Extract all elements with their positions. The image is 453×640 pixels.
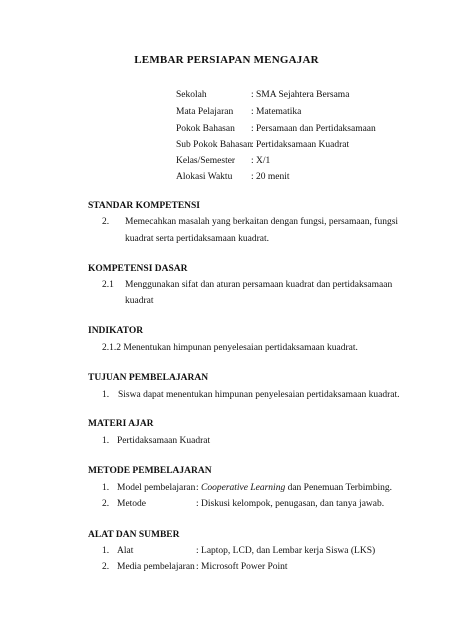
metode-1-colon: : <box>196 483 199 493</box>
metode-1-value <box>196 482 392 494</box>
info-value-school: : SMA Sejahtera Bersama <box>251 90 350 100</box>
alat-1-number: 1. <box>102 546 110 556</box>
info-label-school: Sekolah <box>176 90 207 100</box>
tujuan-number: 1. <box>102 390 110 400</box>
alat-2-number: 2. <box>102 562 110 572</box>
heading-standar-kompetensi: STANDAR KOMPETENSI <box>88 201 200 211</box>
alat-1-value: : Laptop, LCD, dan Lembar kerja Siswa (LKS) <box>196 546 376 556</box>
info-value-subtopic: : Pertidaksamaan Kuadrat <box>251 140 350 150</box>
kd-text-line1: Menggunakan sifat dan aturan persamaan kuadrat dan pertidaksamaan <box>125 280 393 290</box>
kd-number: 2.1 <box>102 280 114 290</box>
info-value-topic: : Persamaan dan Pertidaksamaan <box>251 124 376 134</box>
sk-number: 2. <box>102 217 110 227</box>
metode-2-number: 2. <box>102 499 110 509</box>
info-label-subtopic: Sub Pokok Bahasan <box>176 140 252 150</box>
kd-text-line2: kuadrat <box>125 296 154 306</box>
metode-2-colon: : <box>196 499 199 509</box>
sk-text-line2: kuadrat serta pertidaksamaan kuadrat. <box>125 234 270 244</box>
alat-2-value: : Microsoft Power Point <box>196 562 288 572</box>
indikator-text: 2.1.2 Menentukan himpunan penyelesaian pertidaksamaan kuadrat. <box>102 343 358 353</box>
heading-kompetensi-dasar: KOMPETENSI DASAR <box>88 264 188 274</box>
info-label-time: Alokasi Waktu <box>176 172 233 182</box>
heading-tujuan-pembelajaran: TUJUAN PEMBELAJARAN <box>88 373 209 383</box>
metode-2-label: Metode <box>117 499 147 509</box>
metode-2-value-rest: Diskusi kelompok, penugasan, dan tanya jawab. <box>198 499 385 509</box>
info-value-class: : X/1 <box>251 156 271 166</box>
heading-alat-dan-sumber: ALAT DAN SUMBER <box>88 530 180 540</box>
tujuan-text: Siswa dapat menentukan himpunan penyelesaian pertidaksamaan kuadrat. <box>118 390 400 400</box>
info-label-class: Kelas/Semester <box>176 156 236 166</box>
heading-metode-pembelajaran: METODE PEMBELAJARAN <box>88 466 212 476</box>
metode-1-label: Model pembelajaran <box>117 483 196 493</box>
materi-text: Pertidaksamaan Kuadrat <box>117 436 211 446</box>
alat-2-label: Media pembelajaran <box>117 562 195 572</box>
sk-text-line1: Memecahkan masalah yang berkaitan dengan fungsi, persamaan, fungsi <box>125 217 399 227</box>
info-value-time: : 20 menit <box>251 172 290 182</box>
materi-number: 1. <box>102 436 110 446</box>
info-label-topic: Pokok Bahasan <box>176 124 235 134</box>
metode-2-value <box>196 498 384 510</box>
metode-1-value-italic: Cooperative Learning <box>201 483 286 493</box>
metode-1-value-rest: dan Penemuan Terbimbing. <box>285 483 393 493</box>
info-label-subject: Mata Pelajaran <box>176 107 234 117</box>
heading-materi-ajar: MATERI AJAR <box>88 419 154 429</box>
info-value-subject: : Matematika <box>251 107 302 117</box>
heading-indikator: INDIKATOR <box>88 326 144 336</box>
metode-1-number: 1. <box>102 483 110 493</box>
document-title: LEMBAR PERSIAPAN MENGAJAR <box>134 54 319 66</box>
alat-1-label: Alat <box>117 546 134 556</box>
